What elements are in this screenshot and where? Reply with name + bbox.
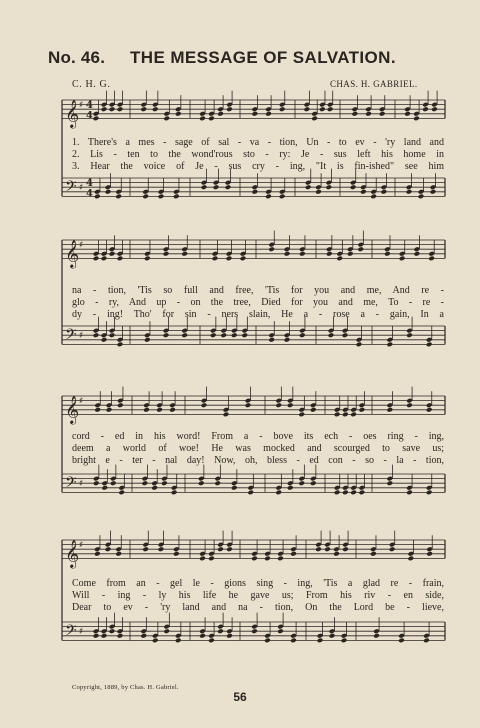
note-head: [106, 407, 113, 413]
lyric-line: 2. Lis - ten to the wond'rous sto - ry: Je - sus left his home in: [72, 149, 444, 160]
note-head: [305, 184, 312, 190]
lyric-line: dy - ing! Tho' for sin - ners slain, He a - rose a - gain, In a: [72, 309, 444, 320]
note-head: [214, 480, 221, 486]
key-sharp: ♯: [79, 479, 84, 490]
lyric-line: bright e - ter - nal day! Now, oh, bless - ed con - so - la - tion,: [72, 455, 444, 466]
bass-clef: 𝄢: [65, 621, 77, 643]
note-head: [370, 551, 377, 557]
note-head: [140, 106, 147, 112]
note-head: [241, 332, 248, 338]
time-signature-bottom: 4: [86, 110, 93, 122]
note-head: [384, 251, 391, 257]
note-head: [406, 189, 413, 195]
note-head: [398, 638, 405, 644]
note-head: [251, 628, 258, 634]
bass-clef: 𝄢: [65, 473, 77, 495]
note-head: [277, 556, 284, 562]
key-sharp: ♯: [79, 627, 84, 638]
note-head: [231, 485, 238, 491]
note-head: [422, 106, 429, 112]
note-head: [163, 251, 170, 257]
key-sharp: ♯: [79, 100, 84, 111]
note-head: [414, 251, 421, 257]
note-head: [109, 628, 116, 634]
note-head: [342, 332, 349, 338]
note-head: [143, 407, 150, 413]
note-head: [336, 256, 343, 262]
note-head: [118, 490, 125, 496]
note-head: [275, 490, 282, 496]
note-head: [387, 407, 394, 413]
hymn-title: THE MESSAGE OF SALVATION.: [130, 48, 396, 67]
key-sharp: ♯: [79, 183, 84, 194]
note-head: [406, 490, 413, 496]
note-head: [93, 633, 100, 639]
note-head: [225, 184, 232, 190]
note-head: [199, 116, 206, 122]
key-sharp: ♯: [79, 540, 84, 551]
lyric-line: Come from an - gel le - gions sing - ing, 'Tis a glad re - frain,: [72, 578, 444, 589]
lyric-line: cord - ed in his word! From a - bove its ech - oes ring - ing,: [72, 431, 444, 442]
note-head: [356, 342, 363, 348]
note-head: [334, 490, 341, 496]
note-head: [158, 194, 165, 200]
note-head: [426, 490, 433, 496]
note-head: [284, 337, 291, 343]
note-head: [109, 251, 116, 257]
treble-clef: 𝄞: [65, 239, 80, 268]
note-head: [117, 256, 124, 262]
note-head: [298, 412, 305, 418]
note-head: [93, 116, 100, 122]
key-sharp: ♯: [79, 240, 84, 251]
note-head: [213, 184, 220, 190]
note-head: [329, 633, 336, 639]
time-signature-bottom: 4: [86, 188, 93, 200]
note-head: [117, 106, 124, 112]
page-number: 56: [233, 690, 247, 704]
note-head: [171, 490, 178, 496]
note-head: [310, 407, 317, 413]
words-credit: C. H. G.: [72, 79, 111, 90]
note-head: [426, 342, 433, 348]
note-head: [319, 106, 326, 112]
note-head: [352, 111, 359, 117]
note-head: [115, 194, 122, 200]
bass-clef: 𝄢: [65, 325, 77, 347]
note-head: [93, 480, 100, 486]
note-head: [199, 556, 206, 562]
note-head: [226, 633, 233, 639]
lyric-line: Dear to ev - 'ry land and na - tion, On the Lord be - lieve,: [72, 602, 444, 613]
note-head: [217, 111, 224, 117]
note-head: [226, 106, 233, 112]
lyric-line: na - tion, 'Tis so full and free, 'Tis for you and me, And re -: [72, 285, 444, 296]
note-head: [220, 332, 227, 338]
note-head: [173, 194, 180, 200]
note-head: [94, 407, 101, 413]
note-head: [161, 480, 168, 486]
note-head: [226, 256, 233, 262]
lyric-line: deem a world of woe! He was mocked and scourged to save us;: [72, 443, 444, 454]
note-head: [365, 111, 372, 117]
note-head: [423, 638, 430, 644]
note-head: [279, 194, 286, 200]
note-head: [359, 407, 366, 413]
lyric-line: glo - ry, And up - on the tree, Died for you and me, To - re -: [72, 297, 444, 308]
note-head: [142, 546, 149, 552]
note-head: [341, 638, 348, 644]
note-head: [223, 412, 230, 418]
copyright-notice: Copyright, 1889, by Chas. H. Gabriel.: [72, 684, 179, 691]
note-head: [350, 490, 357, 496]
note-head: [299, 251, 306, 257]
note-head: [287, 402, 294, 408]
note-head: [268, 337, 275, 343]
bass-clef: 𝄢: [65, 177, 77, 199]
note-head: [156, 407, 163, 413]
note-head: [142, 480, 149, 486]
note-head: [370, 194, 377, 200]
note-head: [373, 633, 380, 639]
note-head: [101, 337, 108, 343]
note-head: [245, 402, 252, 408]
note-head: [404, 111, 411, 117]
treble-clef: 𝄞: [65, 395, 80, 424]
note-head: [217, 628, 224, 634]
note-head: [333, 551, 340, 557]
note-head: [360, 189, 367, 195]
note-head: [315, 546, 322, 552]
note-head: [251, 556, 258, 562]
note-head: [431, 106, 438, 112]
time-signature-top: 4: [86, 178, 93, 190]
note-head: [140, 633, 147, 639]
note-head: [201, 184, 208, 190]
note-head: [326, 184, 333, 190]
note-head: [304, 106, 311, 112]
note-head: [169, 407, 176, 413]
music-credit: CHAS. H. GABRIEL.: [330, 79, 418, 89]
time-signature-top: 4: [86, 100, 93, 112]
note-head: [326, 251, 333, 257]
note-head: [152, 106, 159, 112]
note-head: [109, 106, 116, 112]
note-head: [247, 490, 254, 496]
note-head: [210, 332, 217, 338]
note-head: [208, 638, 215, 644]
note-head: [387, 480, 394, 486]
note-head: [163, 628, 170, 634]
key-sharp: ♯: [79, 331, 84, 342]
note-head: [115, 551, 122, 557]
note-head: [350, 412, 357, 418]
note-head: [327, 106, 334, 112]
note-head: [290, 638, 297, 644]
note-head: [317, 638, 324, 644]
note-head: [264, 556, 271, 562]
note-head: [279, 106, 286, 112]
note-head: [350, 184, 357, 190]
note-head: [109, 332, 116, 338]
note-head: [152, 638, 159, 644]
note-head: [151, 485, 158, 491]
note-head: [94, 551, 101, 557]
note-head: [342, 490, 349, 496]
note-head: [117, 402, 124, 408]
note-head: [144, 256, 151, 262]
note-head: [311, 116, 318, 122]
note-head: [265, 194, 272, 200]
note-head: [105, 189, 112, 195]
note-head: [252, 111, 259, 117]
note-head: [101, 106, 108, 112]
hymn-number: No. 46.: [48, 48, 106, 67]
note-head: [265, 111, 272, 117]
note-head: [208, 556, 215, 562]
note-head: [208, 116, 215, 122]
note-head: [181, 332, 188, 338]
note-head: [212, 256, 219, 262]
note-head: [310, 480, 317, 486]
note-head: [290, 551, 297, 557]
note-head: [105, 546, 112, 552]
note-head: [163, 116, 170, 122]
lyric-line: 3. Hear the voice of Je - sus cry - ing, "It is fin-ished" see him: [72, 161, 444, 172]
note-head: [357, 246, 364, 252]
note-head: [226, 546, 233, 552]
note-head: [252, 189, 259, 195]
note-head: [101, 633, 108, 639]
note-head: [342, 412, 349, 418]
note-head: [413, 116, 420, 122]
note-head: [426, 407, 433, 413]
note-head: [163, 332, 170, 338]
treble-clef: 𝄞: [65, 539, 80, 568]
note-head: [381, 189, 388, 195]
note-head: [408, 556, 415, 562]
note-head: [418, 194, 425, 200]
note-head: [426, 551, 433, 557]
note-head: [198, 480, 205, 486]
note-head: [379, 111, 386, 117]
key-sharp: ♯: [79, 396, 84, 407]
note-head: [299, 332, 306, 338]
note-head: [175, 638, 182, 644]
note-head: [298, 480, 305, 486]
note-head: [181, 251, 188, 257]
note-head: [268, 246, 275, 252]
note-head: [275, 402, 282, 408]
note-head: [389, 546, 396, 552]
note-head: [387, 342, 394, 348]
note-head: [315, 189, 322, 195]
note-head: [175, 111, 182, 117]
note-head: [173, 551, 180, 557]
lyric-line: Will - ing - ly his life he gave us; From his riv - en side,: [72, 590, 444, 601]
note-head: [93, 256, 100, 262]
note-head: [277, 628, 284, 634]
note-head: [231, 332, 238, 338]
note-head: [342, 546, 349, 552]
note-head: [201, 402, 208, 408]
note-head: [287, 485, 294, 491]
note-head: [334, 412, 341, 418]
note-head: [144, 337, 151, 343]
note-head: [399, 256, 406, 262]
note-head: [428, 256, 435, 262]
note-head: [264, 638, 271, 644]
note-head: [359, 490, 366, 496]
note-head: [406, 332, 413, 338]
note-head: [101, 485, 108, 491]
note-head: [110, 480, 117, 486]
note-head: [217, 546, 224, 552]
treble-clef: 𝄞: [65, 99, 80, 128]
note-head: [101, 256, 108, 262]
note-head: [117, 633, 124, 639]
note-head: [199, 633, 206, 639]
note-head: [347, 251, 354, 257]
note-head: [158, 546, 165, 552]
lyric-line: 1. There's a mes - sage of sal - va - tion, Un - to ev - 'ry land and: [72, 137, 444, 148]
note-head: [240, 256, 247, 262]
note-head: [117, 342, 124, 348]
note-head: [430, 189, 437, 195]
note-head: [406, 402, 413, 408]
note-head: [328, 332, 335, 338]
note-head: [94, 194, 101, 200]
note-head: [93, 332, 100, 338]
note-head: [284, 251, 291, 257]
note-head: [142, 194, 149, 200]
note-head: [324, 546, 331, 552]
